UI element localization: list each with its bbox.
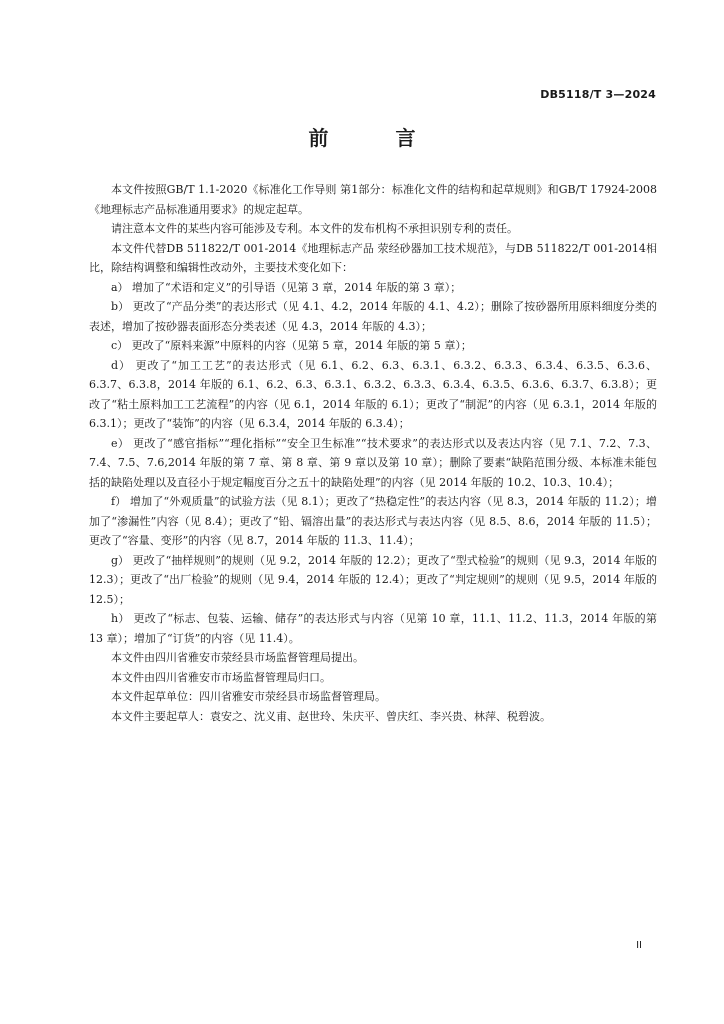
paragraph-drafting-basis: 本文件按照GB/T 1.1-2020《标准化工作导则 第1部分：标准化文件的结构和起草规则》和GB/T 17924-2008《地理标志产品标准通用要求》的规定起草。 [89,183,657,216]
paragraph-proposer: 本文件由四川省雅安市荥经县市场监督管理局提出。 [111,651,364,664]
paragraph-administrator: 本文件由四川省雅安市市场监督管理局归口。 [111,670,331,684]
paragraph-drafters: 本文件主要起草人：袁安之、沈义甫、赵世玲、朱庆平、曾庆红、李兴贵、林萍、税碧波。 [111,709,551,723]
list-item-b: b） 更改了“产品分类”的表达形式（见 4.1、4.2，2014 年版的 4.1、4.2）；删除了按砂器所用原料细度分类的表述，增加了按砂器表面形态分类表述（见 4.3，2014 年版的 4.3）； [89,300,657,333]
list-item-g: g） 更改了“抽样规则”的规则（见 9.2，2014 年版的 12.2）；更改了“型式检验”的规则（见 9.3，2014 年版的 12.3）；更改了“出厂检验”的规则（见 9.4，2014 年版的 12.4）；更改了“判定规则”的规则（见 9.5，2014 年版的 12.5）； [89,553,657,606]
list-item-d: d） 更改了“加工工艺”的表达形式（见 6.1、6.2、6.3、6.3.1、6.3.2、6.3.3、6.3.4、6.3.5、6.3.6、6.3.7、6.3.8，2014 年版的 6.1、6.2、6.3、6.3.1、6.3.2、6.3.3、6.3.4、6.3.5、6.3.6、6.3.7、6.3.8）；更改了“粘土原料加工工艺流程”的内容（见 6.1，2014 年版的 6.1）；更改了“制泥”的内容（见 6.3.1，2014 年版的 6.3.1）；更改了“装饰”的内容（见 6.3.4，2014 年版的 6.3.4）； [89,358,657,430]
page-number: II [636,940,642,951]
document-code: DB5118/T 3—2024 [540,88,656,101]
list-item-f: f） 增加了“外观质量”的试验方法（见 8.1）；更改了“热稳定性”的表达内容（见 8.3，2014 年版的 11.2）；增加了“渗漏性”内容（见 8.4）；更改了“铅、镉溶出量”的表达形式与表达内容（见 8.5、8.6，2014 年版的 11.5）；更改了“容量、变形”的内容（见 8.7，2014 年版的 11.3、11.4）； [89,495,657,547]
list-item-a: a） 增加了“术语和定义”的引导语（见第 3 章，2014 年版的第 3 章）； [111,280,462,294]
paragraph-patent-notice: 请注意本文件的某些内容可能涉及专利。本文件的发布机构不承担识别专利的责任。 [111,222,518,235]
paragraph-replacement: 本文件代替DB 511822/T 001-2014《地理标志产品 荥经砂器加工技术规范》，与DB 511822/T 001-2014相比，除结构调整和编辑性改动外，主要技术变化如下： [89,241,657,274]
list-item-e: e） 更改了“感官指标”“理化指标”“安全卫生标准”“技术要求”的表达形式以及表达内容（见 7.1、7.2、7.3、7.4、7.5、7.6,2014 年版的第 7 章、第 8 章、第 9 章以及第 10 章）；删除了要素“缺陷范围分级、本标准未能包括的缺陷处理以及直径小于规定幅度百分之五十的缺陷处理”的内容（见 2014 年版的 10.2、10.3、10.4）； [89,436,657,489]
page-title: 前 言 [308,126,446,150]
foreword-body [89,180,657,726]
list-item-c: c） 更改了“原料来源”中原料的内容（见第 5 章，2014 年版的第 5 章）； [111,339,472,352]
paragraph-drafting-unit: 本文件起草单位：四川省雅安市荥经县市场监督管理局。 [111,690,386,703]
list-item-h: h） 更改了“标志、包装、运输、储存”的表达形式与内容（见第 10 章，11.1、11.2、11.3，2014 年版的第 13 章）；增加了“订货”的内容（见 11.4）。 [89,612,657,645]
